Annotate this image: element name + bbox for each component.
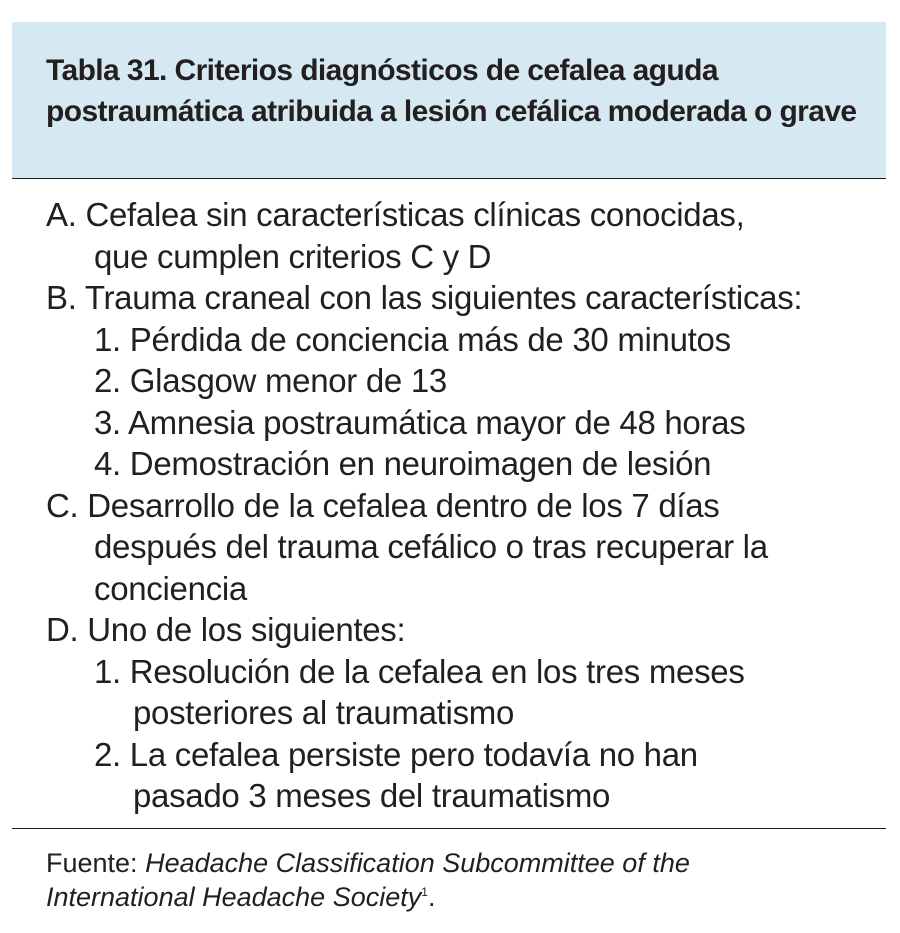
source-line-1: [46, 846, 866, 880]
criterion-c-line-2: después del trauma cefálico o tras recuperar la: [94, 528, 768, 565]
source-citation-part-1: Headache Classification Subcommittee of the: [145, 848, 690, 878]
reference-superscript: 1: [421, 885, 428, 899]
criterion-d-item-1-line-1: 1. Resolución de la cefalea en los tres meses: [94, 652, 745, 690]
criterion-b: [46, 277, 891, 485]
bottom-divider: [12, 828, 886, 829]
criterion-b-item-4: 4. Demostración en neuroimagen de lesión: [94, 445, 712, 482]
criterion-c: [46, 485, 891, 610]
table-header: [12, 22, 886, 179]
criterion-d-item-1-line-2: posteriores al traumatismo: [133, 694, 515, 731]
criterion-d-item-2-line-2: pasado 3 meses del traumatismo: [133, 777, 611, 814]
source-line-2: [46, 880, 866, 914]
criterion-d: [46, 609, 891, 817]
table-title: Tabla 31. Criterios diagnósticos de cefalea aguda postraumática atribuida a lesión cefálica moderada o grave: [46, 54, 857, 128]
criterion-a: [46, 194, 891, 277]
criterion-a-line-2: que cumplen criterios C y D: [94, 237, 492, 275]
criterion-d-heading: D. Uno de los siguientes:: [46, 611, 406, 648]
criterion-b-item-3: 3. Amnesia postraumática mayor de 48 horas: [94, 403, 746, 441]
source-note: [46, 846, 866, 914]
criterion-c-line-3: conciencia: [94, 569, 247, 607]
criterion-b-heading: B. Trauma craneal con las siguientes características:: [46, 279, 803, 316]
criterion-b-item-1: 1. Pérdida de conciencia más de 30 minutos: [94, 320, 731, 358]
criterion-c-line-1: C. Desarrollo de la cefalea dentro de los 7 días: [46, 486, 720, 524]
criterion-a-line-1: A. Cefalea sin características clínicas conocidas,: [46, 196, 745, 233]
source-citation-part-2: International Headache Society: [46, 882, 422, 912]
criterion-b-item-2: 2. Glasgow menor de 13: [94, 362, 447, 399]
source-label: Fuente:: [46, 848, 138, 878]
criteria-list: [46, 194, 891, 817]
source-end-period: .: [427, 882, 436, 912]
criterion-d-item-2-line-1: 2. La cefalea persiste pero todavía no han: [94, 735, 698, 773]
